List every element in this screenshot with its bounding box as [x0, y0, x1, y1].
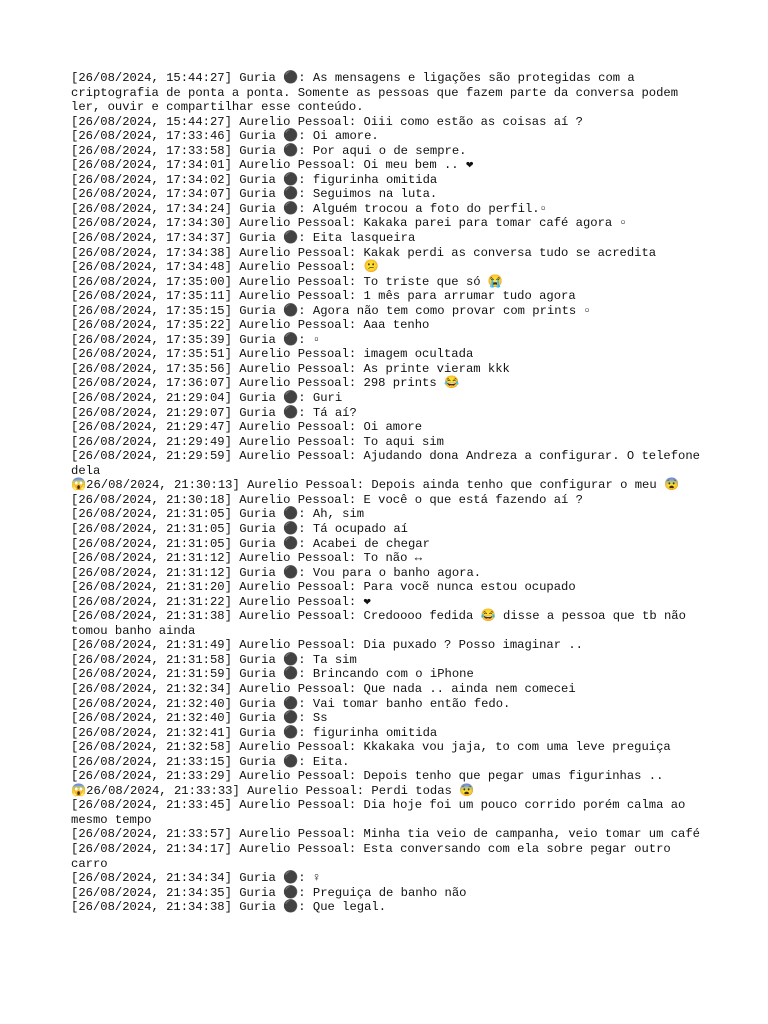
transcript-line: [26/08/2024, 17:36:07] Aurelio Pessoal: 298 prints 😂 — [71, 376, 460, 391]
transcript-line: [26/08/2024, 17:34:24] Guria ⚫: Alguém trocou a foto do perfil.▫ — [71, 201, 547, 216]
transcript-line: [26/08/2024, 15:44:27] Aurelio Pessoal: Oiii como estão as coisas aí ? — [71, 114, 583, 129]
transcript-line: [26/08/2024, 21:34:17] Aurelio Pessoal: Esta conversando com ela sobre pegar outro carro — [71, 841, 679, 871]
transcript-line: [26/08/2024, 21:34:34] Guria ⚫: ♀ — [71, 871, 321, 886]
transcript-line: [26/08/2024, 17:34:30] Aurelio Pessoal: Kakaka parei para tomar café agora ▫ — [71, 216, 627, 231]
transcript-line: [26/08/2024, 21:33:45] Aurelio Pessoal: Dia hoje foi um pouco corrido porém calma ao mesmo tempo — [71, 798, 693, 827]
transcript-line: [26/08/2024, 21:32:40] Guria ⚫: Vai tomar banho então fedo. — [71, 696, 511, 711]
transcript-line: [26/08/2024, 21:31:12] Guria ⚫: Vou para o banho agora. — [71, 565, 482, 580]
transcript-line: [26/08/2024, 21:31:05] Guria ⚫: Acabei de chegar — [71, 536, 430, 551]
transcript-line: [26/08/2024, 17:35:39] Guria ⚫: ▫ — [71, 332, 321, 347]
transcript-line: [26/08/2024, 21:34:35] Guria ⚫: Preguiça de banho não — [71, 885, 467, 900]
transcript-line: [26/08/2024, 21:30:18] Aurelio Pessoal: E você o que está fazendo aí ? — [71, 492, 583, 507]
transcript-line: [26/08/2024, 17:34:38] Aurelio Pessoal: Kakak perdi as conversa tudo se acredita — [71, 245, 657, 260]
transcript-line: [26/08/2024, 21:32:58] Aurelio Pessoal: Kkakaka vou jaja, to com uma leve preguiça — [71, 740, 671, 755]
transcript-line: [26/08/2024, 21:32:41] Guria ⚫: figurinha omitida — [71, 725, 438, 740]
transcript-line: [26/08/2024, 21:31:58] Guria ⚫: Ta sim — [71, 652, 357, 667]
transcript-line: [26/08/2024, 17:34:02] Guria ⚫: figurinha omitida — [71, 172, 438, 187]
transcript-line: [26/08/2024, 21:33:15] Guria ⚫: Eita. — [71, 754, 350, 769]
transcript-line: [26/08/2024, 21:31:20] Aurelio Pessoal: Para vocẽ nunca estou ocupado — [71, 580, 576, 595]
transcript-line: [26/08/2024, 17:35:15] Guria ⚫: Agora não tem como provar com prints ▫ — [71, 303, 591, 318]
transcript-line: [26/08/2024, 17:34:07] Guria ⚫: Seguimos na luta. — [71, 187, 438, 202]
transcript-line: [26/08/2024, 21:33:29] Aurelio Pessoal: Depois tenho que pegar umas figurinhas .. — [71, 769, 664, 784]
transcript-line: [26/08/2024, 21:29:07] Guria ⚫: Tá aí? — [71, 405, 357, 420]
transcript-line: [26/08/2024, 17:35:56] Aurelio Pessoal: As printe vieram kkk — [71, 361, 510, 376]
transcript-line: [26/08/2024, 17:33:58] Guria ⚫: Por aqui o de sempre. — [71, 143, 467, 158]
transcript-line: [26/08/2024, 17:33:46] Guria ⚫: Oi amore. — [71, 129, 379, 144]
transcript-line: [26/08/2024, 21:33:57] Aurelio Pessoal: Minha tia veio de campanha, veio tomar um café — [71, 827, 700, 842]
transcript-line: [26/08/2024, 17:34:48] Aurelio Pessoal: 😕 — [71, 260, 379, 275]
transcript-line: [26/08/2024, 21:29:04] Guria ⚫: Guri — [71, 391, 343, 406]
transcript-line: [26/08/2024, 21:31:59] Guria ⚫: Brincando com o iPhone — [71, 667, 474, 682]
transcript-line: [26/08/2024, 21:29:59] Aurelio Pessoal: Ajudando dona Andreza a configurar. O telefone dela — [71, 449, 708, 478]
transcript-line: [26/08/2024, 21:31:05] Guria ⚫: Tá ocupado aí — [71, 521, 408, 536]
transcript-line: [26/08/2024, 17:35:51] Aurelio Pessoal: imagem ocultada — [71, 347, 474, 362]
transcript-line: [26/08/2024, 21:31:38] Aurelio Pessoal: Credoooo fedida 😂 disse a pessoa que tb não tomou banho ainda — [71, 609, 694, 638]
transcript-line: 😱26/08/2024, 21:30:13] Aurelio Pessoal: Depois ainda tenho que configurar o meu 😨 — [71, 478, 680, 493]
transcript-line: [26/08/2024, 17:35:22] Aurelio Pessoal: Aaa tenho — [71, 318, 430, 333]
transcript-line: [26/08/2024, 21:32:34] Aurelio Pessoal: Que nada .. ainda nem comecei — [71, 681, 576, 696]
chat-transcript — [71, 71, 711, 915]
transcript-line: 😱26/08/2024, 21:33:33] Aurelio Pessoal: Perdi todas 😨 — [71, 783, 475, 798]
transcript-line: [26/08/2024, 17:35:11] Aurelio Pessoal: 1 mês para arrumar tudo agora — [71, 289, 576, 304]
transcript-line: [26/08/2024, 21:31:22] Aurelio Pessoal: ❤ — [71, 594, 371, 609]
transcript-line: [26/08/2024, 17:35:00] Aurelio Pessoal: To triste que só 😭 — [71, 274, 504, 289]
transcript-line: [26/08/2024, 21:32:40] Guria ⚫: Ss — [71, 711, 328, 726]
transcript-line: [26/08/2024, 17:34:01] Aurelio Pessoal: Oi meu bem .. ❤ — [71, 158, 474, 173]
transcript-line: [26/08/2024, 21:29:49] Aurelio Pessoal: To aqui sim — [71, 434, 444, 449]
transcript-line: [26/08/2024, 17:34:37] Guria ⚫: Eita lasqueira — [71, 231, 416, 246]
transcript-line: [26/08/2024, 21:29:47] Aurelio Pessoal: Oi amore — [71, 420, 423, 435]
transcript-line: [26/08/2024, 21:34:38] Guria ⚫: Que legal. — [71, 900, 387, 915]
transcript-line: [26/08/2024, 21:31:05] Guria ⚫: Ah, sim — [71, 507, 365, 522]
transcript-line: [26/08/2024, 21:31:49] Aurelio Pessoal: Dia puxado ? Posso imaginar .. — [71, 638, 583, 653]
transcript-line: [26/08/2024, 21:31:12] Aurelio Pessoal: To não ↔ — [71, 551, 423, 566]
transcript-line: [26/08/2024, 15:44:27] Guria ⚫: As mensagens e ligações são protegidas com a criptografia de ponta a ponta. Somente as pessoas que fazem parte da conversa podem ler, ouvir e compartilhar esse conteúdo. — [71, 71, 686, 115]
